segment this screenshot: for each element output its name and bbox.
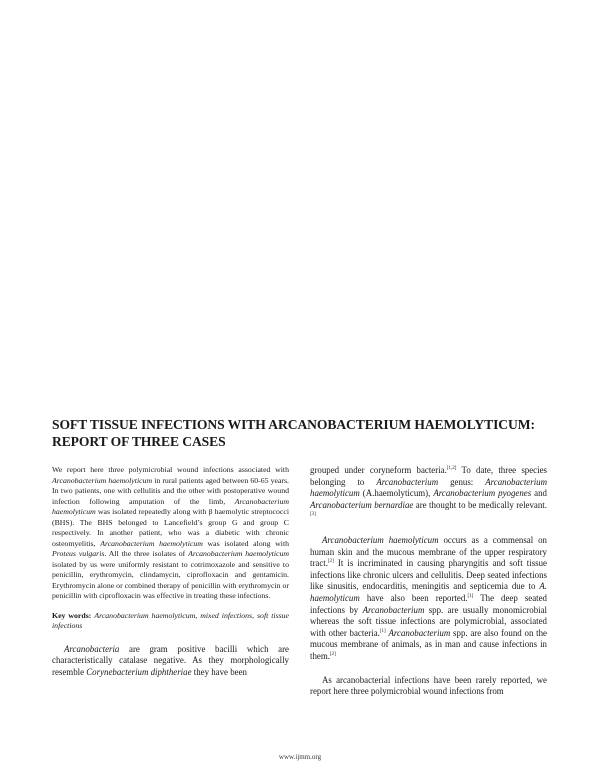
text-run: spp. are usually monomicrobial whereas the soft tissue infections are polymicrobial, associated with other bacteria. (310, 604, 548, 638)
text-run: (A.haemolyticum), (359, 488, 434, 499)
body-paragraph-3 (310, 675, 547, 698)
text-run: they have been (191, 666, 247, 677)
text-run: As arcanobacterial infections have been rarely reported, we report here three polymicrobial wound infections from (310, 674, 547, 697)
text-run: A. haemolyticum (310, 581, 547, 603)
text-run: . All the three isolates of (104, 549, 189, 558)
text-run: Arcanobacterium haemolyticum (52, 475, 153, 485)
text-run: To date, three species belonging to (310, 465, 547, 487)
text-run: occurs as a commensal on human skin and the mucous membrane of the upper respiratory tract. (310, 534, 547, 569)
body-paragraph-2 (310, 535, 547, 663)
text-run: Arcanobacterium haemolyticum (322, 534, 439, 545)
citation-ref: [2] (329, 651, 336, 657)
text-run: Arcanobacterium haemolyticum, mixed infections, soft tissue infections (52, 610, 289, 630)
text-run: are gram positive bacilli which are characteristically catalase negative. As they morphologically resemble (52, 643, 289, 677)
text-run: Arcanobacterium (362, 604, 425, 615)
text-run: Key words: (52, 610, 95, 620)
text-run: Arcanobacterium haemolyticum (310, 476, 548, 499)
text-run: Corynebacterium diphtheriae (86, 666, 192, 677)
right-column (310, 465, 547, 698)
text-run: in rural patients aged between 60-65 years. In two patients, one with cellulitis and the other with postoperative wound infection following amputation of the limb, (52, 475, 290, 506)
citation-ref: [1] (467, 593, 474, 599)
text-run: isolated by us were uniformly resistant to cotrimoxazole and sensitive to penicillin, erythromycin, clindamycin, ciprofloxacin and gentamicin. Erythromycin alone or combined therapy of penicillin with erythromycin or penicillin with ciprofloxacin was effective in treating these infections. (52, 559, 289, 600)
citation-ref: [3] (310, 512, 316, 518)
keywords-paragraph (52, 611, 289, 632)
text-run: grouped under coryneform bacteria. (310, 465, 447, 475)
citation-ref: [1,2] (446, 466, 457, 472)
text-run: Proteus vulgaris (52, 549, 105, 558)
text-run: We report here three polymicrobial wound infections associated with (52, 465, 289, 474)
intro-paragraph (52, 644, 289, 679)
abstract-paragraph (52, 465, 289, 602)
article-title: SOFT TISSUE INFECTIONS WITH ARCANOBACTERIUM HAEMOLYTICUM: REPORT OF THREE CASES (52, 417, 535, 449)
body-paragraph-1 (310, 465, 547, 523)
text-run: spp. are also found on the mucous membrane of animals, as in man and cause infections in them. (310, 627, 547, 661)
text-run: Arcanobacterium haemolyticum (52, 496, 289, 516)
text-run: Arcanobacteria (64, 643, 120, 654)
text-run: are thought to be medically relevant. (413, 499, 547, 510)
left-column (52, 465, 289, 678)
text-run: Arcanobacterium haemolyticum (188, 549, 289, 558)
text-run: The deep seated infections by (310, 592, 547, 615)
text-run: and (531, 488, 547, 499)
citation-ref: [1] (379, 628, 386, 634)
text-run: Arcanobacterium pyogenes (433, 488, 532, 499)
text-run: Arcanobacterium (376, 476, 439, 487)
text-run: was isolated along with (202, 538, 290, 548)
text-run: It is incriminated in causing pharyngitis and soft tissue infections like chronic ulcers and cellulitis. Deep seated infections like sinusitis, endocarditis, meningitis and septicemia due to (310, 558, 547, 592)
text-run: Arcanobacterium haemolyticum (100, 538, 203, 548)
text-run: was isolated repeatedly along with β haemolytic streptococci (BHS). The BHS belonged to Lancefield’s group G and group C respectively. In another patient, who was a diabetic with chronic osteomyelitis, (52, 507, 289, 548)
text-run: genus: (438, 476, 486, 487)
citation-ref: [2] (327, 559, 334, 565)
page-footer-url: www.ijmm.org (278, 753, 322, 761)
text-run: Arcanobacterium (388, 627, 451, 638)
text-run: have also been reported. (359, 592, 468, 603)
text-run: Arcanobacterium bernardiae (310, 499, 414, 510)
